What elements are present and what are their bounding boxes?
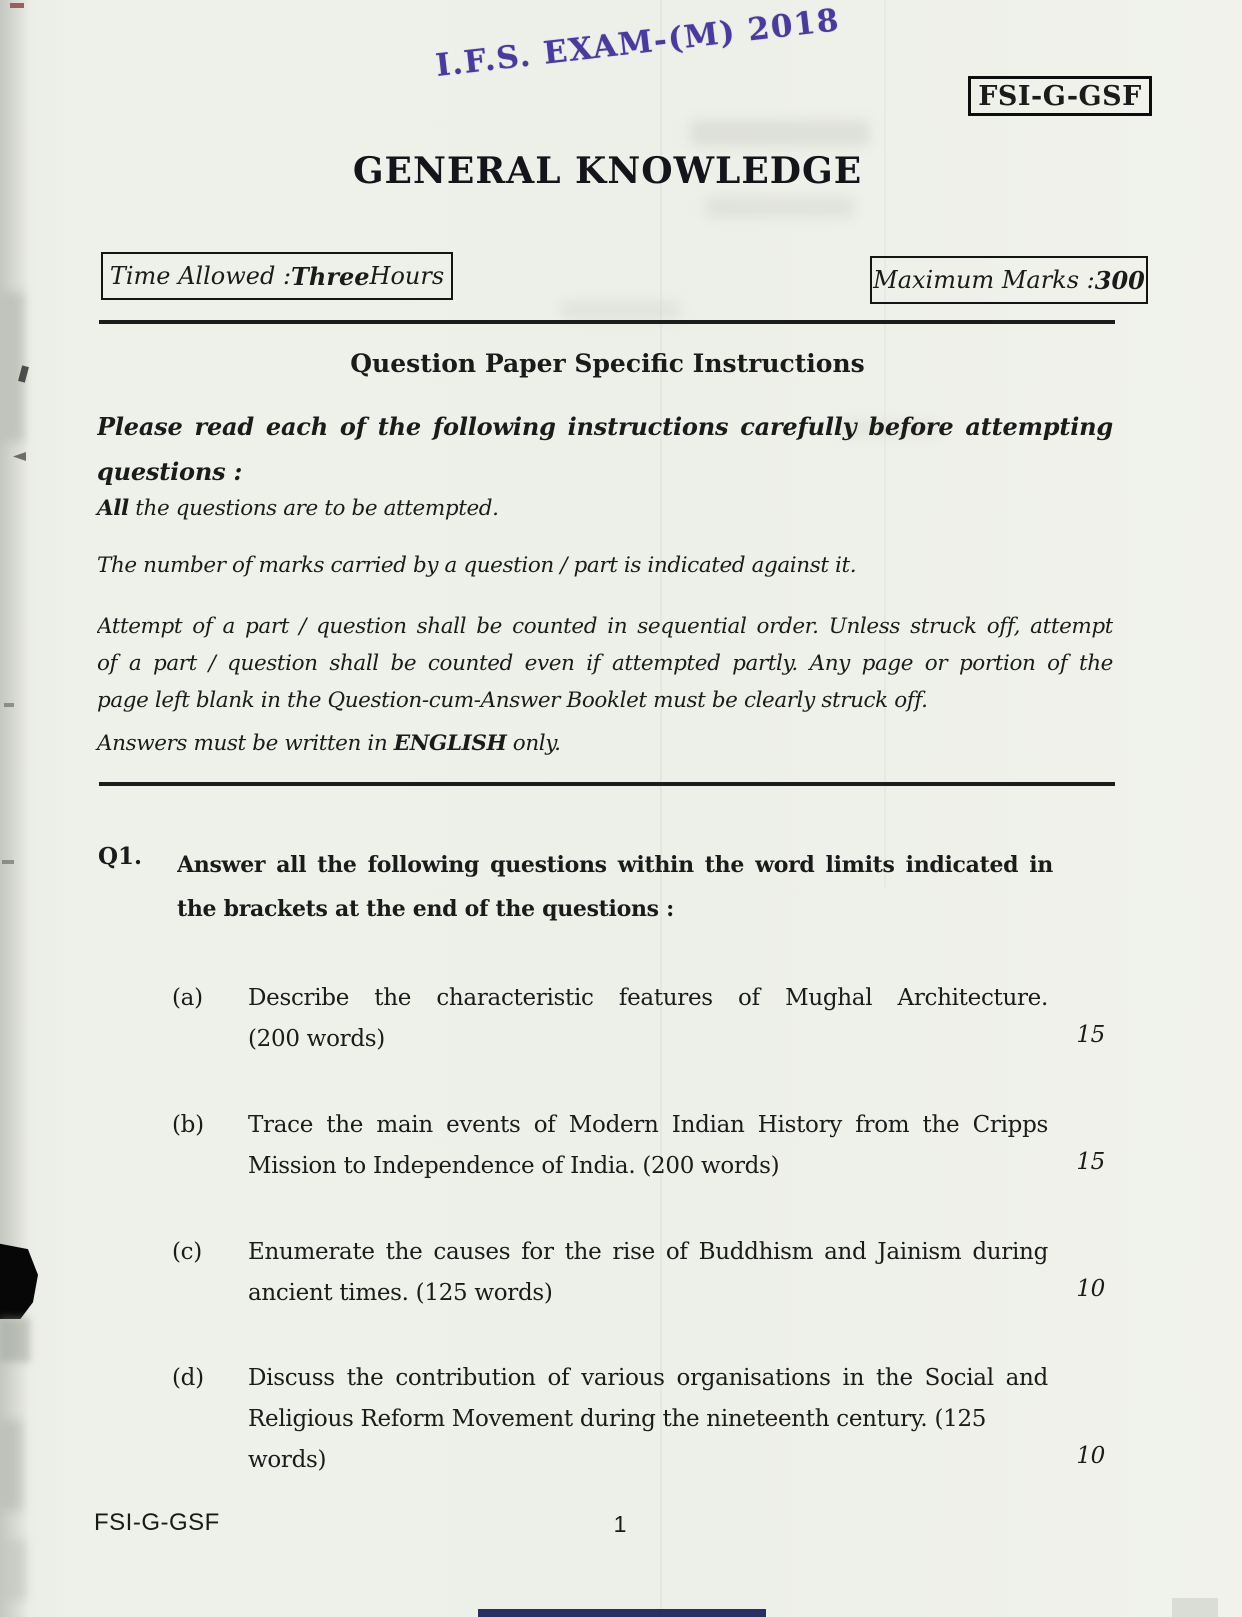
- bleed-through-ghost: [690, 120, 870, 146]
- part-text-line: Describe the characteristic features of Mughal Architecture.: [248, 985, 1048, 1011]
- part-text: [248, 1105, 1048, 1187]
- instruction-bold-word: ENGLISH: [393, 731, 507, 756]
- question-text-line: the brackets at the end of the questions :: [177, 896, 674, 922]
- time-allowed-value: Three: [291, 261, 370, 291]
- page-title: GENERAL KNOWLEDGE: [352, 150, 863, 192]
- part-marks: 10: [1076, 1276, 1105, 1302]
- exam-stamp: I.F.S. EXAM-(M) 2018: [433, 2, 842, 85]
- instruction-text-line: Attempt of a part / question shall be counted in sequential order. Unless struck off, attempt: [97, 614, 1113, 639]
- question-part-b: [172, 1105, 1105, 1187]
- scan-ink-blob: [0, 1243, 38, 1319]
- time-allowed-box: [101, 252, 453, 300]
- question-text-line: Answer all the following questions within the word limits indicated in: [177, 852, 1053, 878]
- scan-mark: [4, 703, 14, 707]
- part-label: (a): [172, 985, 203, 1011]
- horizontal-rule-bottom: [99, 782, 1115, 786]
- question-number: Q1.: [98, 843, 143, 870]
- question-part-c: [172, 1232, 1105, 1314]
- part-marks: 15: [1076, 1149, 1105, 1175]
- maximum-marks-value: 300: [1094, 265, 1145, 295]
- horizontal-rule-top: [99, 320, 1115, 324]
- time-allowed-prefix: Time Allowed :: [109, 262, 292, 290]
- question-text: [177, 843, 1053, 931]
- scan-smudge: [0, 1420, 22, 1510]
- bleed-through-ghost: [705, 196, 855, 218]
- instruction-item-language: [97, 731, 1113, 756]
- instruction-bold-word: All: [97, 496, 129, 521]
- instruction-text-line: of a part / question shall be counted even if attempted partly. Any page or portion of the: [97, 651, 1113, 676]
- part-text-line: Mission to Independence of India. (200 words): [248, 1153, 780, 1179]
- instructions-heading: Question Paper Specific Instructions: [350, 349, 865, 378]
- part-marks: 15: [1076, 1022, 1105, 1048]
- paper-code-box: [968, 76, 1152, 116]
- part-text-line: (200 words): [248, 1026, 385, 1052]
- bleed-through-ghost: [560, 300, 680, 320]
- part-marks: 10: [1076, 1443, 1105, 1469]
- part-text-line: Religious Reform Movement during the nineteenth century. (125 words): [248, 1406, 987, 1473]
- scan-bottom-bar: [478, 1609, 766, 1617]
- part-text: [248, 1232, 1048, 1314]
- footer-paper-code: FSI-G-GSF: [94, 1509, 220, 1536]
- part-label: (b): [172, 1112, 204, 1138]
- question-part-a: [172, 978, 1105, 1060]
- part-text: [248, 1358, 1048, 1481]
- instruction-item-marks: The number of marks carried by a question / part is indicated against it.: [97, 553, 857, 578]
- scan-ink-blob-tail: [0, 1318, 30, 1362]
- scan-edge-strip: [0, 0, 30, 1617]
- instruction-item-all: [97, 496, 1113, 521]
- footer-page-number: 1: [613, 1511, 627, 1537]
- scan-corner-artifact: [1172, 1598, 1218, 1617]
- instructions-intro-line: Please read each of the following instructions carefully before attempting: [97, 412, 1113, 441]
- instruction-item-attempt: [97, 608, 1113, 719]
- instruction-text: the questions are to be attempted.: [128, 496, 499, 521]
- scan-smudge: [0, 292, 24, 442]
- question-part-d: [172, 1358, 1105, 1481]
- instructions-intro-line: questions :: [97, 457, 243, 486]
- part-label: (c): [172, 1239, 202, 1265]
- maximum-marks-prefix: Maximum Marks :: [873, 266, 1095, 294]
- part-text: [248, 978, 1048, 1060]
- part-label: (d): [172, 1365, 204, 1391]
- maximum-marks-box: [870, 256, 1148, 304]
- instruction-text: Answers must be written in: [97, 731, 394, 756]
- paper-code-label: FSI-G-GSF: [978, 80, 1142, 112]
- part-text-line: Discuss the contribution of various organisations in the Social and: [248, 1365, 1048, 1391]
- part-text-line: Trace the main events of Modern Indian History from the Cripps: [248, 1112, 1048, 1138]
- part-text-line: Enumerate the causes for the rise of Buddhism and Jainism during: [248, 1239, 1048, 1265]
- instruction-text: only.: [506, 731, 561, 756]
- time-allowed-suffix: Hours: [369, 262, 445, 290]
- instructions-intro: [97, 404, 1113, 494]
- scan-smudge: [0, 1540, 26, 1600]
- instruction-text-line: page left blank in the Question-cum-Answer Booklet must be clearly struck off.: [97, 688, 928, 713]
- scan-mark: [10, 3, 24, 8]
- part-text-line: ancient times. (125 words): [248, 1280, 553, 1306]
- scan-mark: [2, 860, 14, 864]
